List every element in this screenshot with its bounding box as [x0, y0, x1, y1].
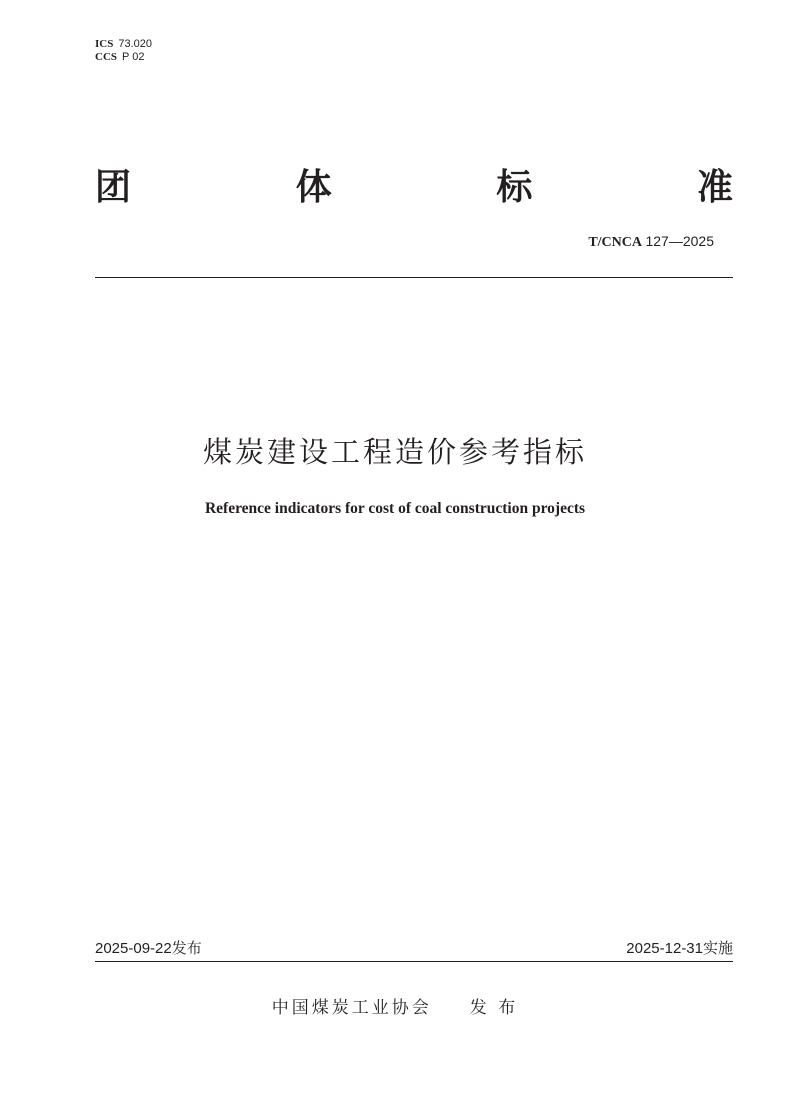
header-divider: [95, 277, 733, 278]
standard-type-char: 准: [696, 166, 733, 208]
classification-codes: [95, 38, 152, 64]
footer-divider: [95, 961, 733, 962]
standard-type-heading: [95, 160, 733, 208]
publisher-name: 中国煤炭工业协会: [271, 998, 432, 1018]
document-title-chinese: 煤炭建设工程造价参考指标: [202, 435, 587, 469]
standard-type-char: 标: [496, 166, 533, 208]
publisher-line: [0, 993, 790, 1018]
standard-type-char: 体: [295, 166, 332, 208]
standard-type-char: 团: [95, 166, 132, 208]
publisher-action: 发 布: [469, 998, 519, 1018]
ics-label: ICS: [95, 38, 114, 50]
ccs-label: CCS: [95, 51, 118, 63]
standard-code-org: T/CNCA: [588, 235, 642, 250]
standard-code-number: 127—2025: [645, 233, 714, 249]
issue-date: 2025-09-22发布: [95, 940, 202, 957]
effective-date: 2025-12-31实施: [626, 940, 733, 957]
ics-value: 73.020: [118, 38, 152, 50]
ccs-value: P 02: [122, 51, 145, 63]
ccs-row: [95, 51, 152, 64]
ics-row: [95, 38, 152, 51]
standard-code: [588, 233, 714, 251]
document-title-english: Reference indicators for cost of coal construction projects: [204, 500, 586, 517]
